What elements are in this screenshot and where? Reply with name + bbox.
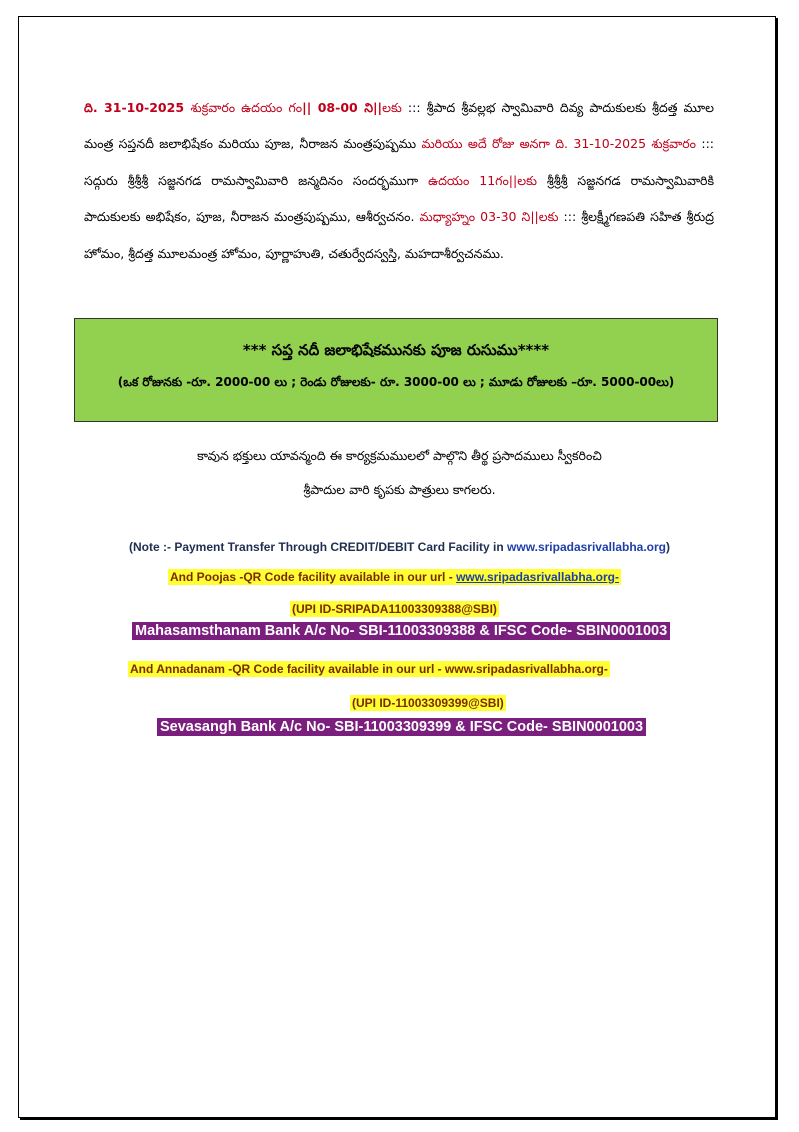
payment-note-text: (Note :- Payment Transfer Through CREDIT/DEBIT Card Facility in (129, 540, 508, 554)
annadanam-upi-id: (UPI ID-11003309399@SBI) (352, 696, 504, 710)
poojas-qr-line (168, 566, 621, 585)
pooja-fee-box (74, 318, 718, 422)
appeal-line-1: కావున భక్తులు యావన్మంది ఈ కార్యక్రమములలో పాల్గొని తీర్థ ప్రసాదములు స్వీకరించి (197, 448, 602, 463)
pooja-fee-rates: (ఒక రోజునకు -రూ. 2000-00 లు ; రెండు రోజులకు- రూ. 3000-00 లు ; మూడు రోజులకు –రూ. 5000-00లు) (117, 375, 675, 389)
date-prefix: ది. (84, 100, 98, 115)
poojas-upi-id: (UPI ID-SRIPADA11003309388@SBI) (292, 602, 497, 616)
sevasangh-bank-account: Sevasangh Bank A/c No- SBI-11003309399 & IFSC Code- SBIN0001003 (157, 718, 646, 736)
date: 31-10-2025 (97, 100, 191, 115)
payment-note-suffix: ) (666, 540, 670, 554)
pooja-fee-title: *** సప్త నదీ జలాభిషేకమునకు పూజ రుసుము**** (242, 341, 550, 359)
poojas-qr-text: And Poojas -QR Code facility available in our url - (170, 570, 457, 584)
separator: ::: (401, 100, 427, 115)
afternoon-time: మధ్యాహ్నం 03-30 ని||లకు (419, 209, 559, 225)
event-paragraph (84, 90, 714, 272)
event-3-description: శ్రీలక్ష్మీగణపతి సహిత శ్రీరుద్ర హోమం, శ్రీదత్త మూలమంత్ర హోమం, పూర్ణాహుతి, చతుర్వేదస్వస్తి, మహదాశీర్వచనము. (84, 209, 714, 261)
day-time-label: శుక్రవారం ఉదయం గం (190, 100, 303, 115)
appeal-line-2: శ్రీపాదుల వారి కృపకు పాత్రులు కాగలరు. (303, 482, 496, 497)
payment-note-link[interactable]: www.sripadasrivallabha.org (507, 540, 666, 554)
annadanam-qr-line (128, 658, 610, 677)
poojas-upi-line (290, 598, 499, 617)
event-2-intro: సద్గురు శ్రీశ్రీశ్రీ సజ్జనగడ రామస్వామివారి జన్మదినం సందర్భముగా (84, 172, 429, 188)
event-1-description: శ్రీపాద శ్రీవల్లభ స్వామివారి దివ్య పాదుకులకు శ్రీదత్త మూల మంత్ర సప్తనదీ జలాభిషేకం మరియు పూజ, నీరాజన మంత్రపుష్పము (84, 100, 714, 152)
same-day-phrase: మరియు అదే రోజు అనగా ది. 31-10-2025 (421, 136, 652, 152)
annadanam-qr-text: And Annadanam -QR Code facility available in our url - www.sripadasrivallabha.org- (130, 662, 608, 676)
payment-note (0, 540, 799, 554)
separator: ::: (558, 209, 582, 225)
event-2-description: శ్రీశ్రీశ్రీ సజ్జనగడ రామస్వామివారికి పాదుకులకు అభిషేకం, పూజ, నీరాజన మంత్రపుష్పము, ఆశీర్వచనం. (84, 172, 714, 225)
day-name: శుక్రవారం (651, 136, 696, 152)
time: || 08-00 ని|| (302, 100, 383, 115)
time-suffix: లకు (382, 100, 402, 115)
annadanam-upi-line (350, 692, 506, 711)
separator: ::: (696, 136, 715, 152)
poojas-qr-highlight (168, 569, 621, 585)
mahasamsthanam-bank-account: Mahasamsthanam Bank A/c No- SBI-11003309388 & IFSC Code- SBIN0001003 (132, 622, 670, 640)
poojas-url-link[interactable]: www.sripadasrivallabha.org- (456, 570, 619, 584)
morning-time: ఉదయం 11గం||లకు (428, 172, 537, 188)
